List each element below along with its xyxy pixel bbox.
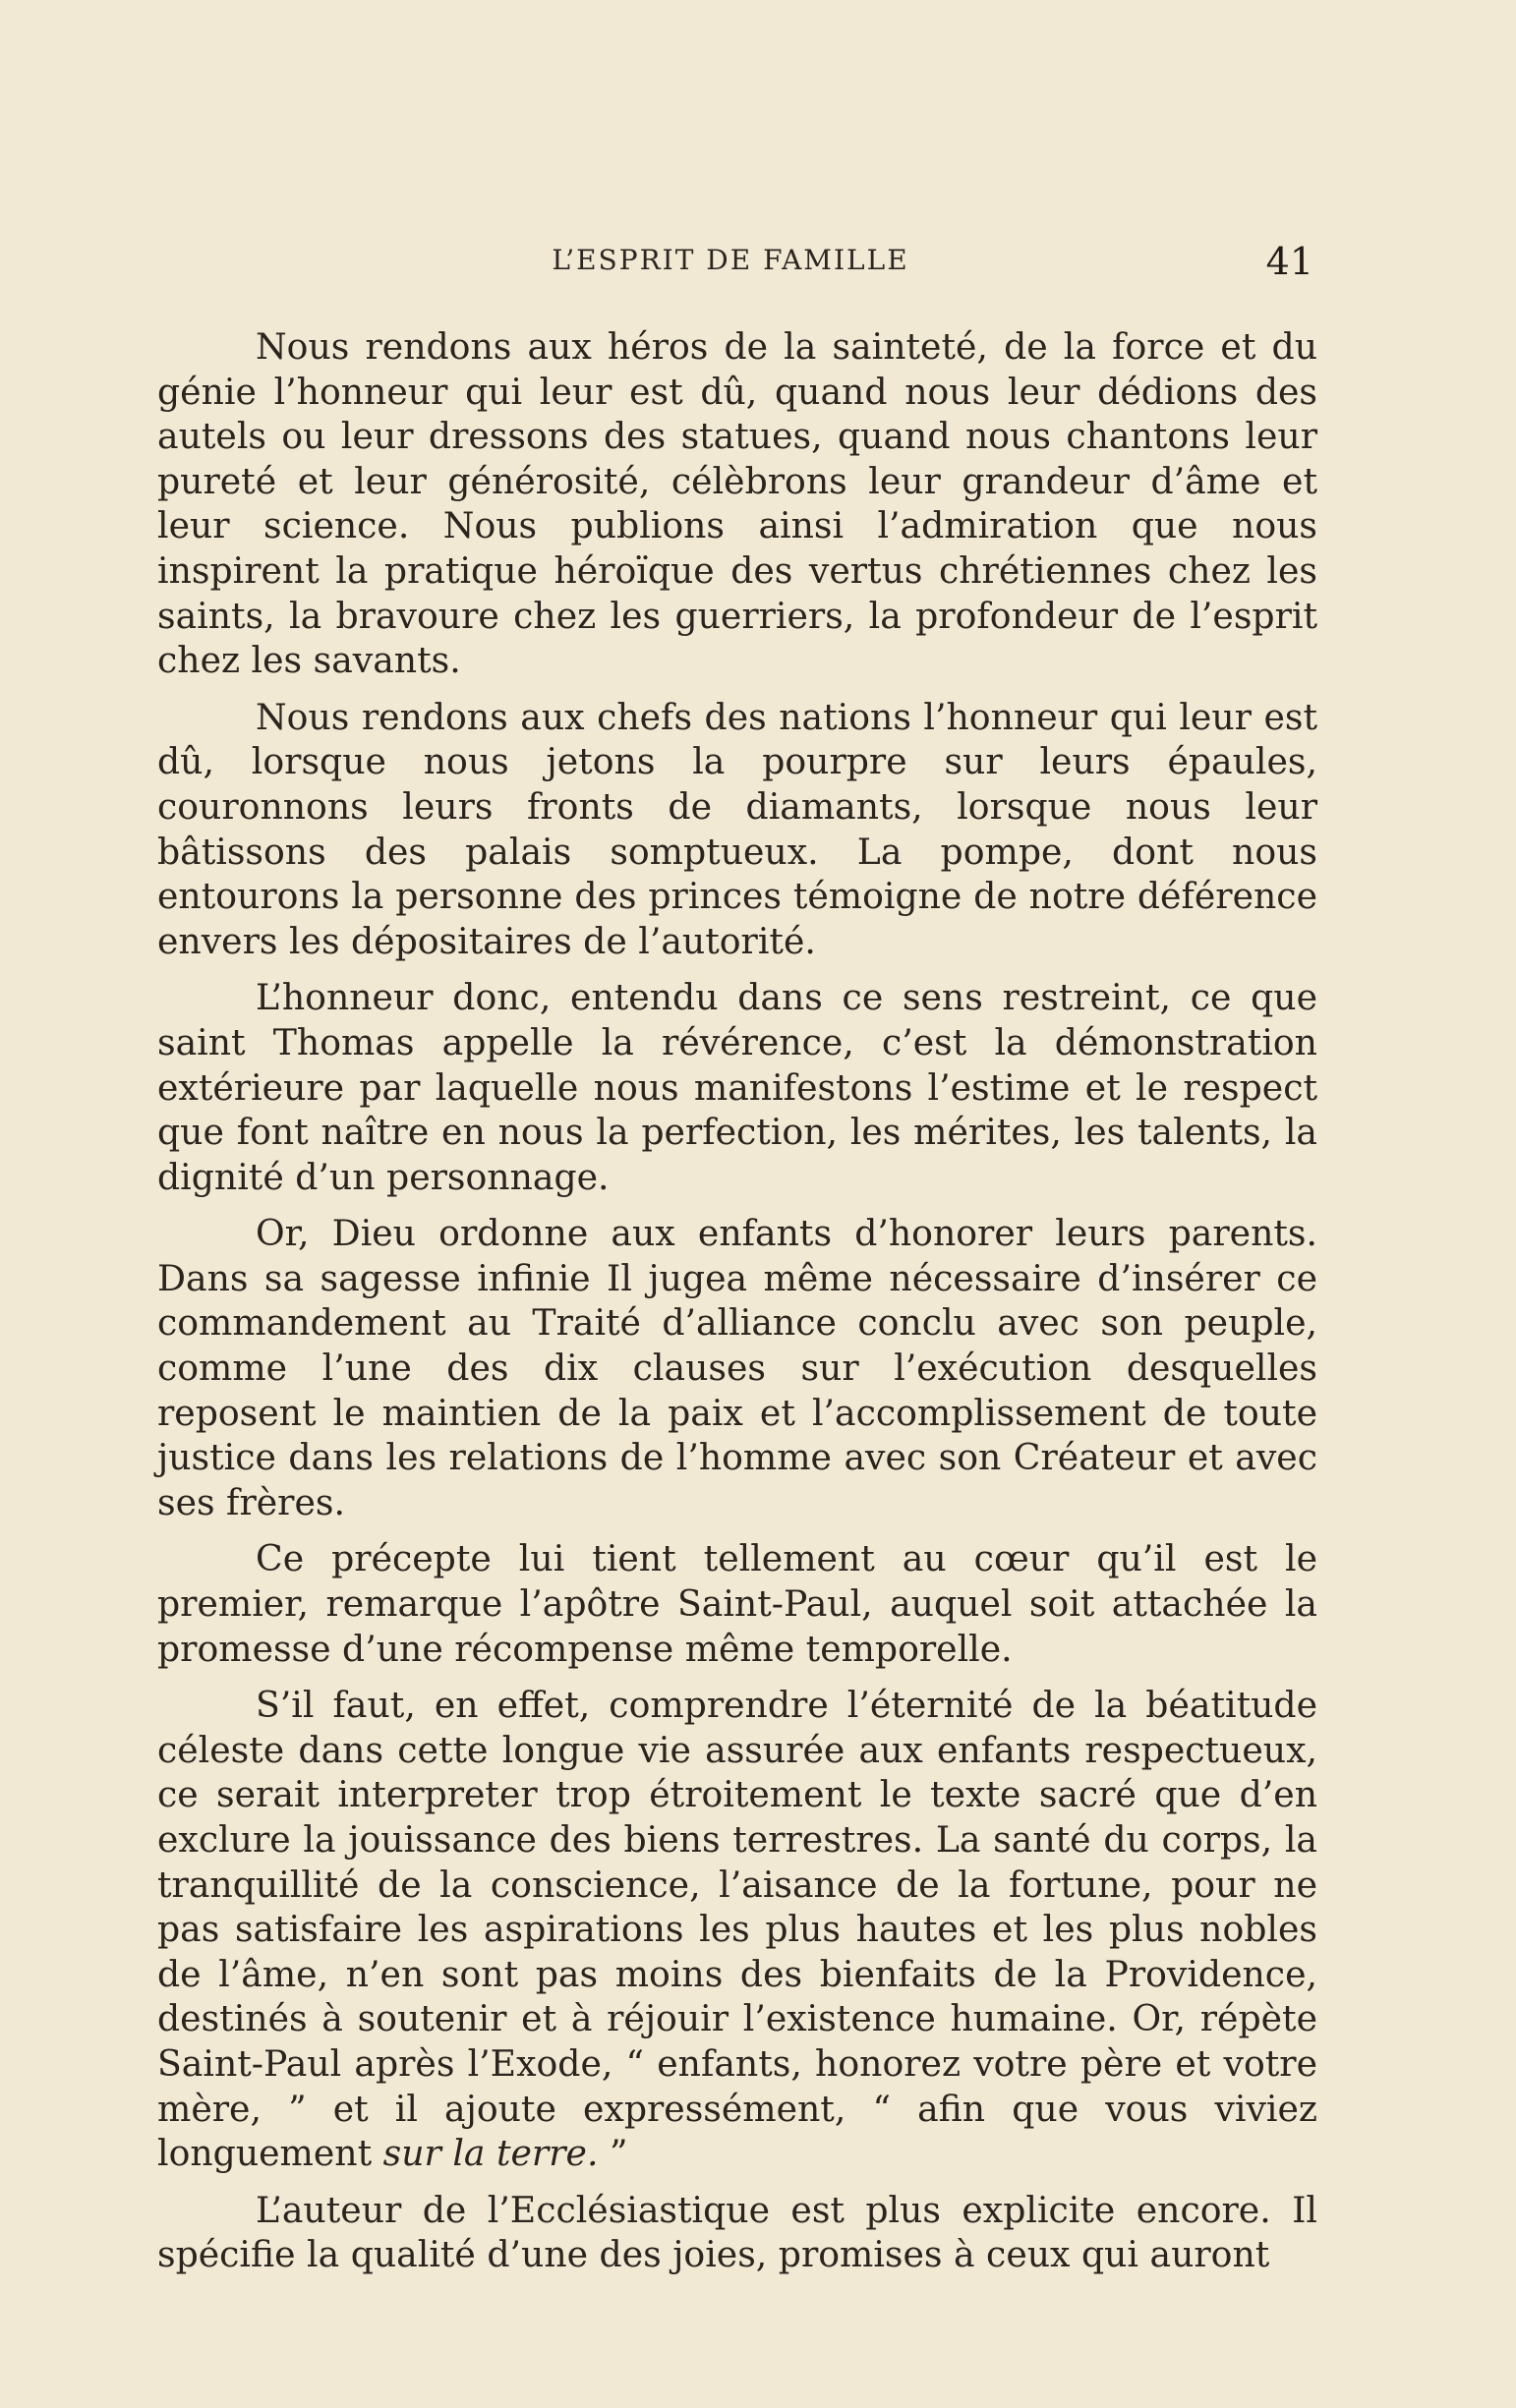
paragraph-6-italic: sur la terre. <box>382 2132 599 2175</box>
body-text <box>157 324 1317 2277</box>
page-number: 41 <box>1265 240 1313 283</box>
paragraph-6-closing-quote: ” <box>598 2132 628 2175</box>
paragraph-4: Or, Dieu ordonne aux enfants d’honorer leurs parents. Dans sa sagesse infinie Il jugea même nécessaire d’insérer ce commandement au Traité d’alliance conclu avec son peuple, comme l’une des dix clauses sur l’exécution desquelles reposent le maintien de la paix et l’accomplissement de toute justice dans les relations de l’homme avec son Créateur et avec ses frères. <box>157 1212 1317 1523</box>
paragraph-6 <box>157 1683 1317 2176</box>
paragraph-5: Ce précepte lui tient tellement au cœur qu’il est le premier, remarque l’apôtre Saint-Paul, auquel soit attachée la promesse d’une récompense même temporelle. <box>157 1537 1317 1670</box>
running-head: L’ESPRIT DE FAMILLE <box>552 244 909 276</box>
page-header <box>147 240 1313 291</box>
paragraph-6-text: S’il faut, en effet, comprendre l’éternité de la béatitude céleste dans cette longue vie assurée aux enfants respectueux, ce serait interpreter trop étroitement le texte sacré que d’en exclure la jouissance des biens terrestres. La santé du corps, la tranquillité de la conscience, l’aisance de la fortune, pour ne pas satisfaire les aspirations les plus hautes et les plus nobles de l’âme, n’en sont pas moins des bienfaits de la Providence, destinés à soutenir et à réjouir l’existence humaine. Or, répète Saint-Paul après l’Exode, “ enfants, honorez votre père et votre mère, ” et il ajoute expressément, “ afin que vous viviez longuement <box>157 1684 1317 2175</box>
paragraph-3: L’honneur donc, entendu dans ce sens restreint, ce que saint Thomas appelle la révérence, c’est la démonstration extérieure par laquelle nous manifestons l’estime et le respect que font naître en nous la perfection, les mérites, les talents, la dignité d’un personnage. <box>157 976 1317 1198</box>
paragraph-7: L’auteur de l’Ecclésiastique est plus explicite encore. Il spécifie la qualité d’une des joies, promises à ceux qui auront <box>157 2188 1317 2276</box>
paragraph-2: Nous rendons aux chefs des nations l’honneur qui leur est dû, lorsque nous jetons la pourpre sur leurs épaules, couronnons leurs fronts de diamants, lorsque nous leur bâtissons des palais somptueux. La pompe, dont nous entourons la personne des princes témoigne de notre déférence envers les dépositaires de l’autorité. <box>157 695 1317 962</box>
paragraph-1: Nous rendons aux héros de la sainteté, de la force et du génie l’honneur qui leur est dû, quand nous leur dédions des autels ou leur dressons des statues, quand nous chantons leur pureté et leur générosité, célèbrons leur grandeur d’âme et leur science. Nous publions ainsi l’admiration que nous inspirent la pratique héroïque des vertus chrétiennes chez les saints, la bravoure chez les guerriers, la profondeur de l’esprit chez les savants. <box>157 325 1317 682</box>
